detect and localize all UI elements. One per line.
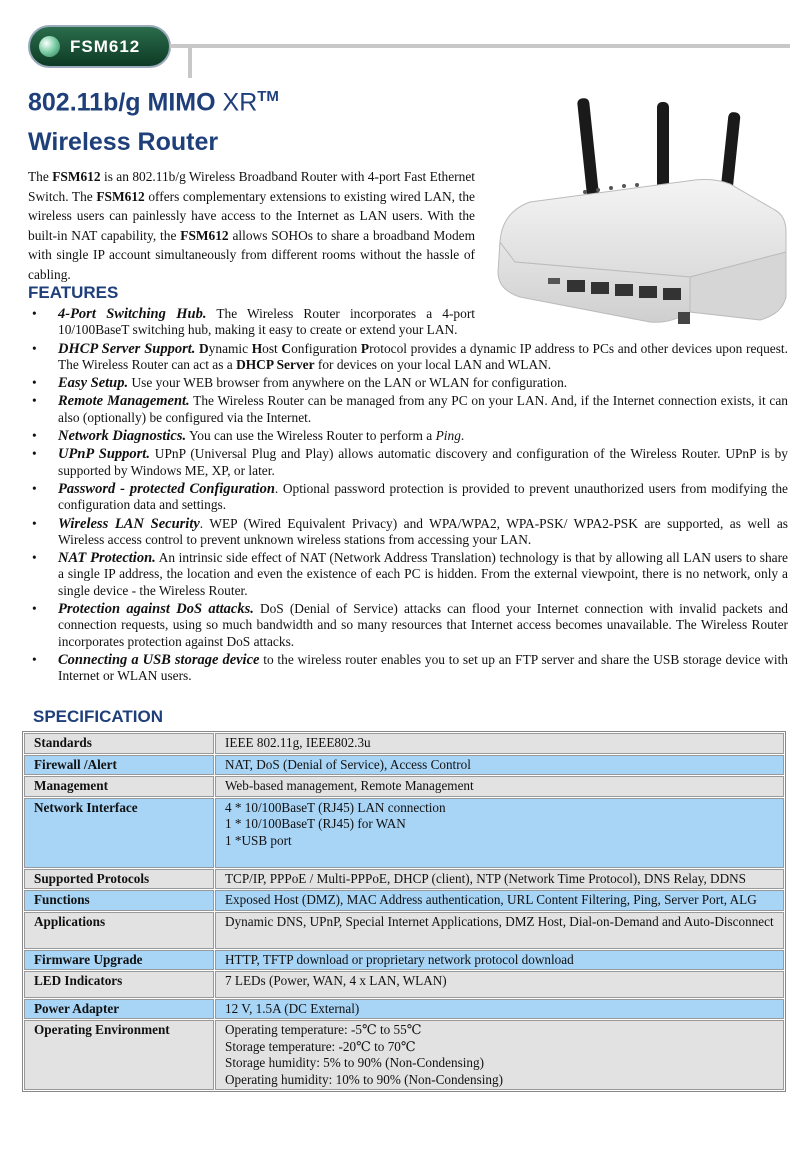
table-row: Firmware Upgrade HTTP, TFTP download or proprietary network protocol download bbox=[24, 950, 784, 971]
badge-sphere-icon bbox=[39, 36, 60, 57]
list-item: • 4-Port Switching Hub. The Wireless Router incorporates a 4-port 10/100BaseT switching hub, making it easy to create or extend your LAN. bbox=[28, 306, 475, 339]
router-product-image bbox=[490, 92, 790, 342]
table-row: LED Indicators 7 LEDs (Power, WAN, 4 x LAN, WLAN) bbox=[24, 971, 784, 998]
table-row: Network Interface 4 * 10/100BaseT (RJ45) LAN connection 1 * 10/100BaseT (RJ45) for WAN 1 *USB port bbox=[24, 798, 784, 868]
specification-table bbox=[22, 731, 786, 1092]
list-item: • Easy Setup. Use your WEB browser from anywhere on the LAN or WLAN for configuration. bbox=[28, 375, 788, 391]
table-row: Operating Environment Operating temperature: -5℃ to 55℃ Storage temperature: -20℃ to 70℃ Storage humidity: 5% to 90% (Non-Condensing) Operating humidity: 10% to 90% (Non-Condensing) bbox=[24, 1020, 784, 1090]
header-rule-vertical bbox=[188, 44, 192, 78]
table-row: Standards IEEE 802.11g, IEEE802.3u bbox=[24, 733, 784, 754]
table-row: Applications Dynamic DNS, UPnP, Special Internet Applications, DMZ Host, Dial-on-Demand and Auto-Disconnect bbox=[24, 912, 784, 949]
list-item: • DHCP Server Support. Dynamic Host Configuration Protocol provides a dynamic IP address to PCs and other devices upon request. The Wireless Router can act as a DHCP Server for devices on your local LAN and WLAN. bbox=[28, 341, 788, 374]
table-row: Functions Exposed Host (DMZ), MAC Address authentication, URL Content Filtering, Ping, Server Port, ALG bbox=[24, 890, 784, 911]
list-item: • Wireless LAN Security. WEP (Wired Equivalent Privacy) and WPA/WPA2, WPA-PSK/ WPA2-PSK are supported, as well as Wireless access control to prevent unknown wireless stations from accessing your LAN. bbox=[28, 516, 788, 549]
table-row: Management Web-based management, Remote Management bbox=[24, 776, 784, 797]
badge-label: FSM612 bbox=[70, 37, 141, 56]
page-title-line1: 802.11b/g MIMO XR™ bbox=[28, 88, 279, 117]
table-row: Power Adapter 12 V, 1.5A (DC External) bbox=[24, 999, 784, 1020]
list-item: • Password - protected Configuration. Optional password protection is provided to prevent unauthorized users from modifying the configuration data and settings. bbox=[28, 481, 788, 514]
header-rule bbox=[170, 44, 790, 48]
list-item: • NAT Protection. An intrinsic side effect of NAT (Network Address Translation) technology is that by allowing all LAN users to share a single IP address, the location and even the existence of each PC is hidden. From the external viewpoint, there is no network, only a single device - the Wireless Router. bbox=[28, 550, 788, 599]
table-row: Supported Protocols TCP/IP, PPPoE / Multi-PPPoE, DHCP (client), NTP (Network Time Protocol), DNS Relay, DDNS bbox=[24, 869, 784, 890]
list-item: • Protection against DoS attacks. DoS (Denial of Service) attacks can flood your Internet connection with invalid packets and connection requests, using so much bandwidth and so many resources that Internet access becomes unavailable. The Wireless Router incorporates protection against DoS attacks. bbox=[28, 601, 788, 650]
list-item: • Remote Management. The Wireless Router can be managed from any PC on your LAN. And, if the Internet connection exists, it can also (optionally) be configured via the Internet. bbox=[28, 393, 788, 426]
intro-paragraph: The FSM612 is an 802.11b/g Wireless Broadband Router with 4-port Fast Ethernet Switch. The FSM612 offers complementary extensions to existing wired LAN, the wireless users can painlessly have access to the Internet as LAN users. With the built-in NAT capability, the FSM612 allows SOHOs to share a broadband Modem with single IP account simultaneously from different rooms without the hassle of cabling. bbox=[28, 169, 475, 282]
features-heading: FEATURES bbox=[28, 283, 119, 302]
product-badge bbox=[28, 25, 171, 68]
features-list bbox=[28, 306, 788, 687]
list-item: • UPnP Support. UPnP (Universal Plug and Play) allows automatic discovery and configuration of the Wireless Router. UPnP is by supported by Windows ME, XP, or later. bbox=[28, 446, 788, 479]
table-row: Firewall /Alert NAT, DoS (Denial of Service), Access Control bbox=[24, 755, 784, 776]
list-item: • Connecting a USB storage device to the wireless router enables you to set up an FTP server and share the USB storage device with Internet or WLAN users. bbox=[28, 652, 788, 685]
list-item: • Network Diagnostics. You can use the Wireless Router to perform a Ping. bbox=[28, 428, 788, 444]
page-title-line2: Wireless Router bbox=[28, 128, 219, 156]
specification-heading: SPECIFICATION bbox=[33, 707, 164, 726]
